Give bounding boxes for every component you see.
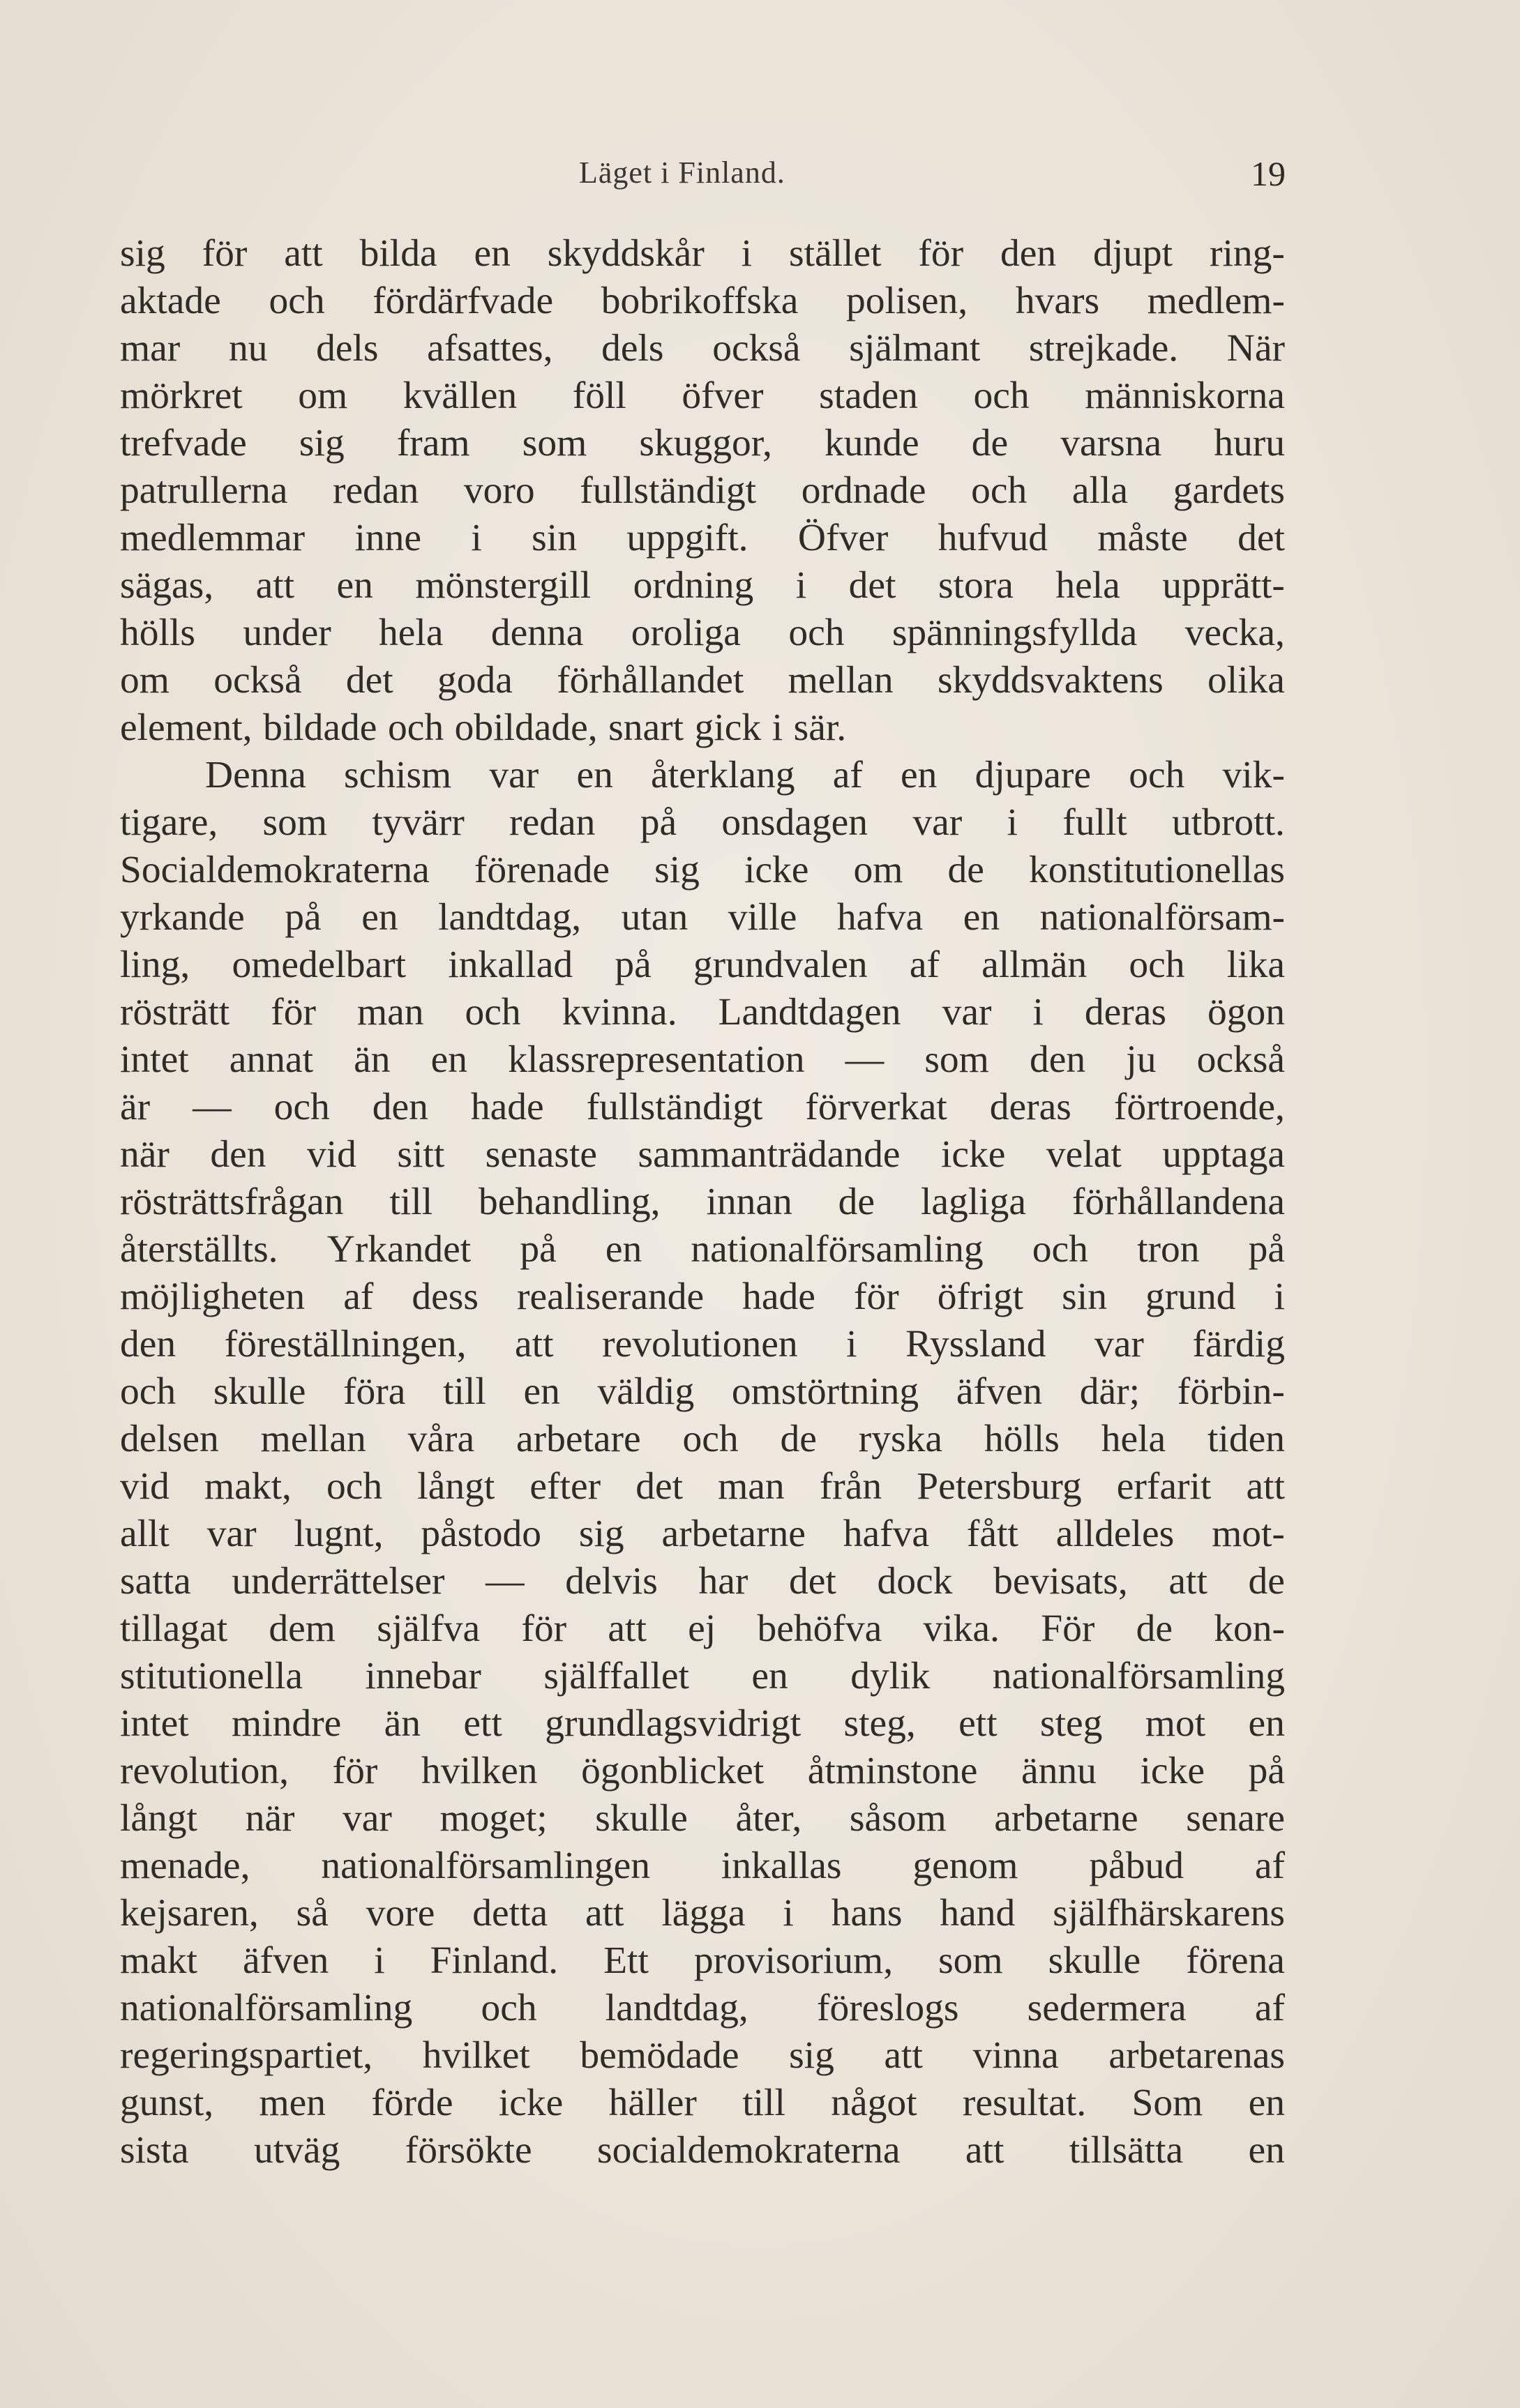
text-line: allt var lugnt, påstodo sig arbetarne hafva fått alldeles mot- xyxy=(120,1513,1285,1555)
text-line: nationalförsamling och landtdag, föreslogs sedermera af xyxy=(120,1987,1285,2029)
text-line: tillagat dem själfva för att ej behöfva vika. För de kon- xyxy=(120,1607,1285,1650)
text-line: menade, nationalförsamlingen inkallas genom påbud af xyxy=(120,1845,1285,1887)
text-line: hölls under hela denna oroliga och spänningsfyllda vecka, xyxy=(120,612,1285,654)
text-line: intet mindre än ett grundlagsvidrigt steg, ett steg mot en xyxy=(120,1702,1285,1745)
text-line: satta underrättelser — delvis har det dock bevisats, att de xyxy=(120,1560,1285,1603)
text-line: mar nu dels afsattes, dels också själmant strejkade. När xyxy=(120,327,1285,370)
text-line: sista utväg försökte socialdemokraterna att tillsätta en xyxy=(120,2129,1285,2172)
text-line: återställts. Yrkandet på en nationalförsamling och tron på xyxy=(120,1228,1285,1271)
text-line: intet annat än en klassrepresentation — som den ju också xyxy=(120,1038,1285,1081)
text-line: den föreställningen, att revolutionen i Ryssland var färdig xyxy=(120,1323,1285,1365)
text-line: trefvade sig fram som skuggor, kunde de varsna huru xyxy=(120,422,1285,464)
text-line: gunst, men förde icke häller till något resultat. Som en xyxy=(120,2082,1285,2124)
text-line: tigare, som tyvärr redan på onsdagen var i fullt utbrott. xyxy=(120,801,1285,844)
text-line: sig för att bilda en skyddskår i stället för den djupt ring- xyxy=(120,232,1285,275)
text-line: kejsaren, så vore detta att lägga i hans hand själfhärskarens xyxy=(120,1892,1285,1934)
text-line: patrullerna redan voro fullständigt ordnade och alla gardets xyxy=(120,469,1285,512)
text-line: Denna schism var en återklang af en djupare och vik- xyxy=(205,754,1285,796)
text-line: ling, omedelbart inkallad på grundvalen af allmän och lika xyxy=(120,944,1285,986)
text-line: aktade och fördärfvade bobrikoffska polisen, hvars medlem- xyxy=(120,280,1285,322)
text-line: och skulle föra till en väldig omstörtning äfven där; förbin- xyxy=(120,1370,1285,1413)
text-line: mörkret om kvällen föll öfver staden och människorna xyxy=(120,374,1285,417)
body-text xyxy=(120,230,1285,2174)
text-line: om också det goda förhållandet mellan skyddsvaktens olika xyxy=(120,659,1285,702)
text-line: när den vid sitt senaste sammanträdande icke velat upptaga xyxy=(120,1133,1285,1176)
text-line: yrkande på en landtdag, utan ville hafva en nationalförsam- xyxy=(120,896,1285,939)
text-line: stitutionella innebar själffallet en dylik nationalförsamling xyxy=(120,1655,1285,1697)
text-line: element, bildade och obildade, snart gick i sär. xyxy=(120,706,847,749)
text-line: vid makt, och långt efter det man från Petersburg erfarit att xyxy=(120,1465,1285,1508)
running-head: Läget i Finland. xyxy=(579,156,785,190)
page-number: 19 xyxy=(1251,154,1286,193)
text-line: regeringspartiet, hvilket bemödade sig att vinna arbetarenas xyxy=(120,2034,1285,2077)
text-line: sägas, att en mönstergill ordning i det stora hela upprätt- xyxy=(120,564,1285,607)
text-line: revolution, för hvilken ögonblicket åtminstone ännu icke på xyxy=(120,1750,1285,1792)
text-line: är — och den hade fullständigt förverkat deras förtroende, xyxy=(120,1086,1285,1128)
text-line: delsen mellan våra arbetare och de ryska hölls hela tiden xyxy=(120,1418,1285,1460)
text-line: makt äfven i Finland. Ett provisorium, som skulle förena xyxy=(120,1939,1285,1982)
text-line: långt när var moget; skulle åter, såsom arbetarne senare xyxy=(120,1797,1285,1840)
text-line: rösträtt för man och kvinna. Landtdagen var i deras ögon xyxy=(120,991,1285,1033)
text-line: medlemmar inne i sin uppgift. Öfver hufvud måste det xyxy=(120,517,1285,559)
text-line: möjligheten af dess realiserande hade för öfrigt sin grund i xyxy=(120,1275,1285,1318)
text-line: rösträttsfrågan till behandling, innan de lagliga förhållandena xyxy=(120,1181,1285,1223)
text-line: Socialdemokraterna förenade sig icke om de konstitutionellas xyxy=(120,849,1285,891)
